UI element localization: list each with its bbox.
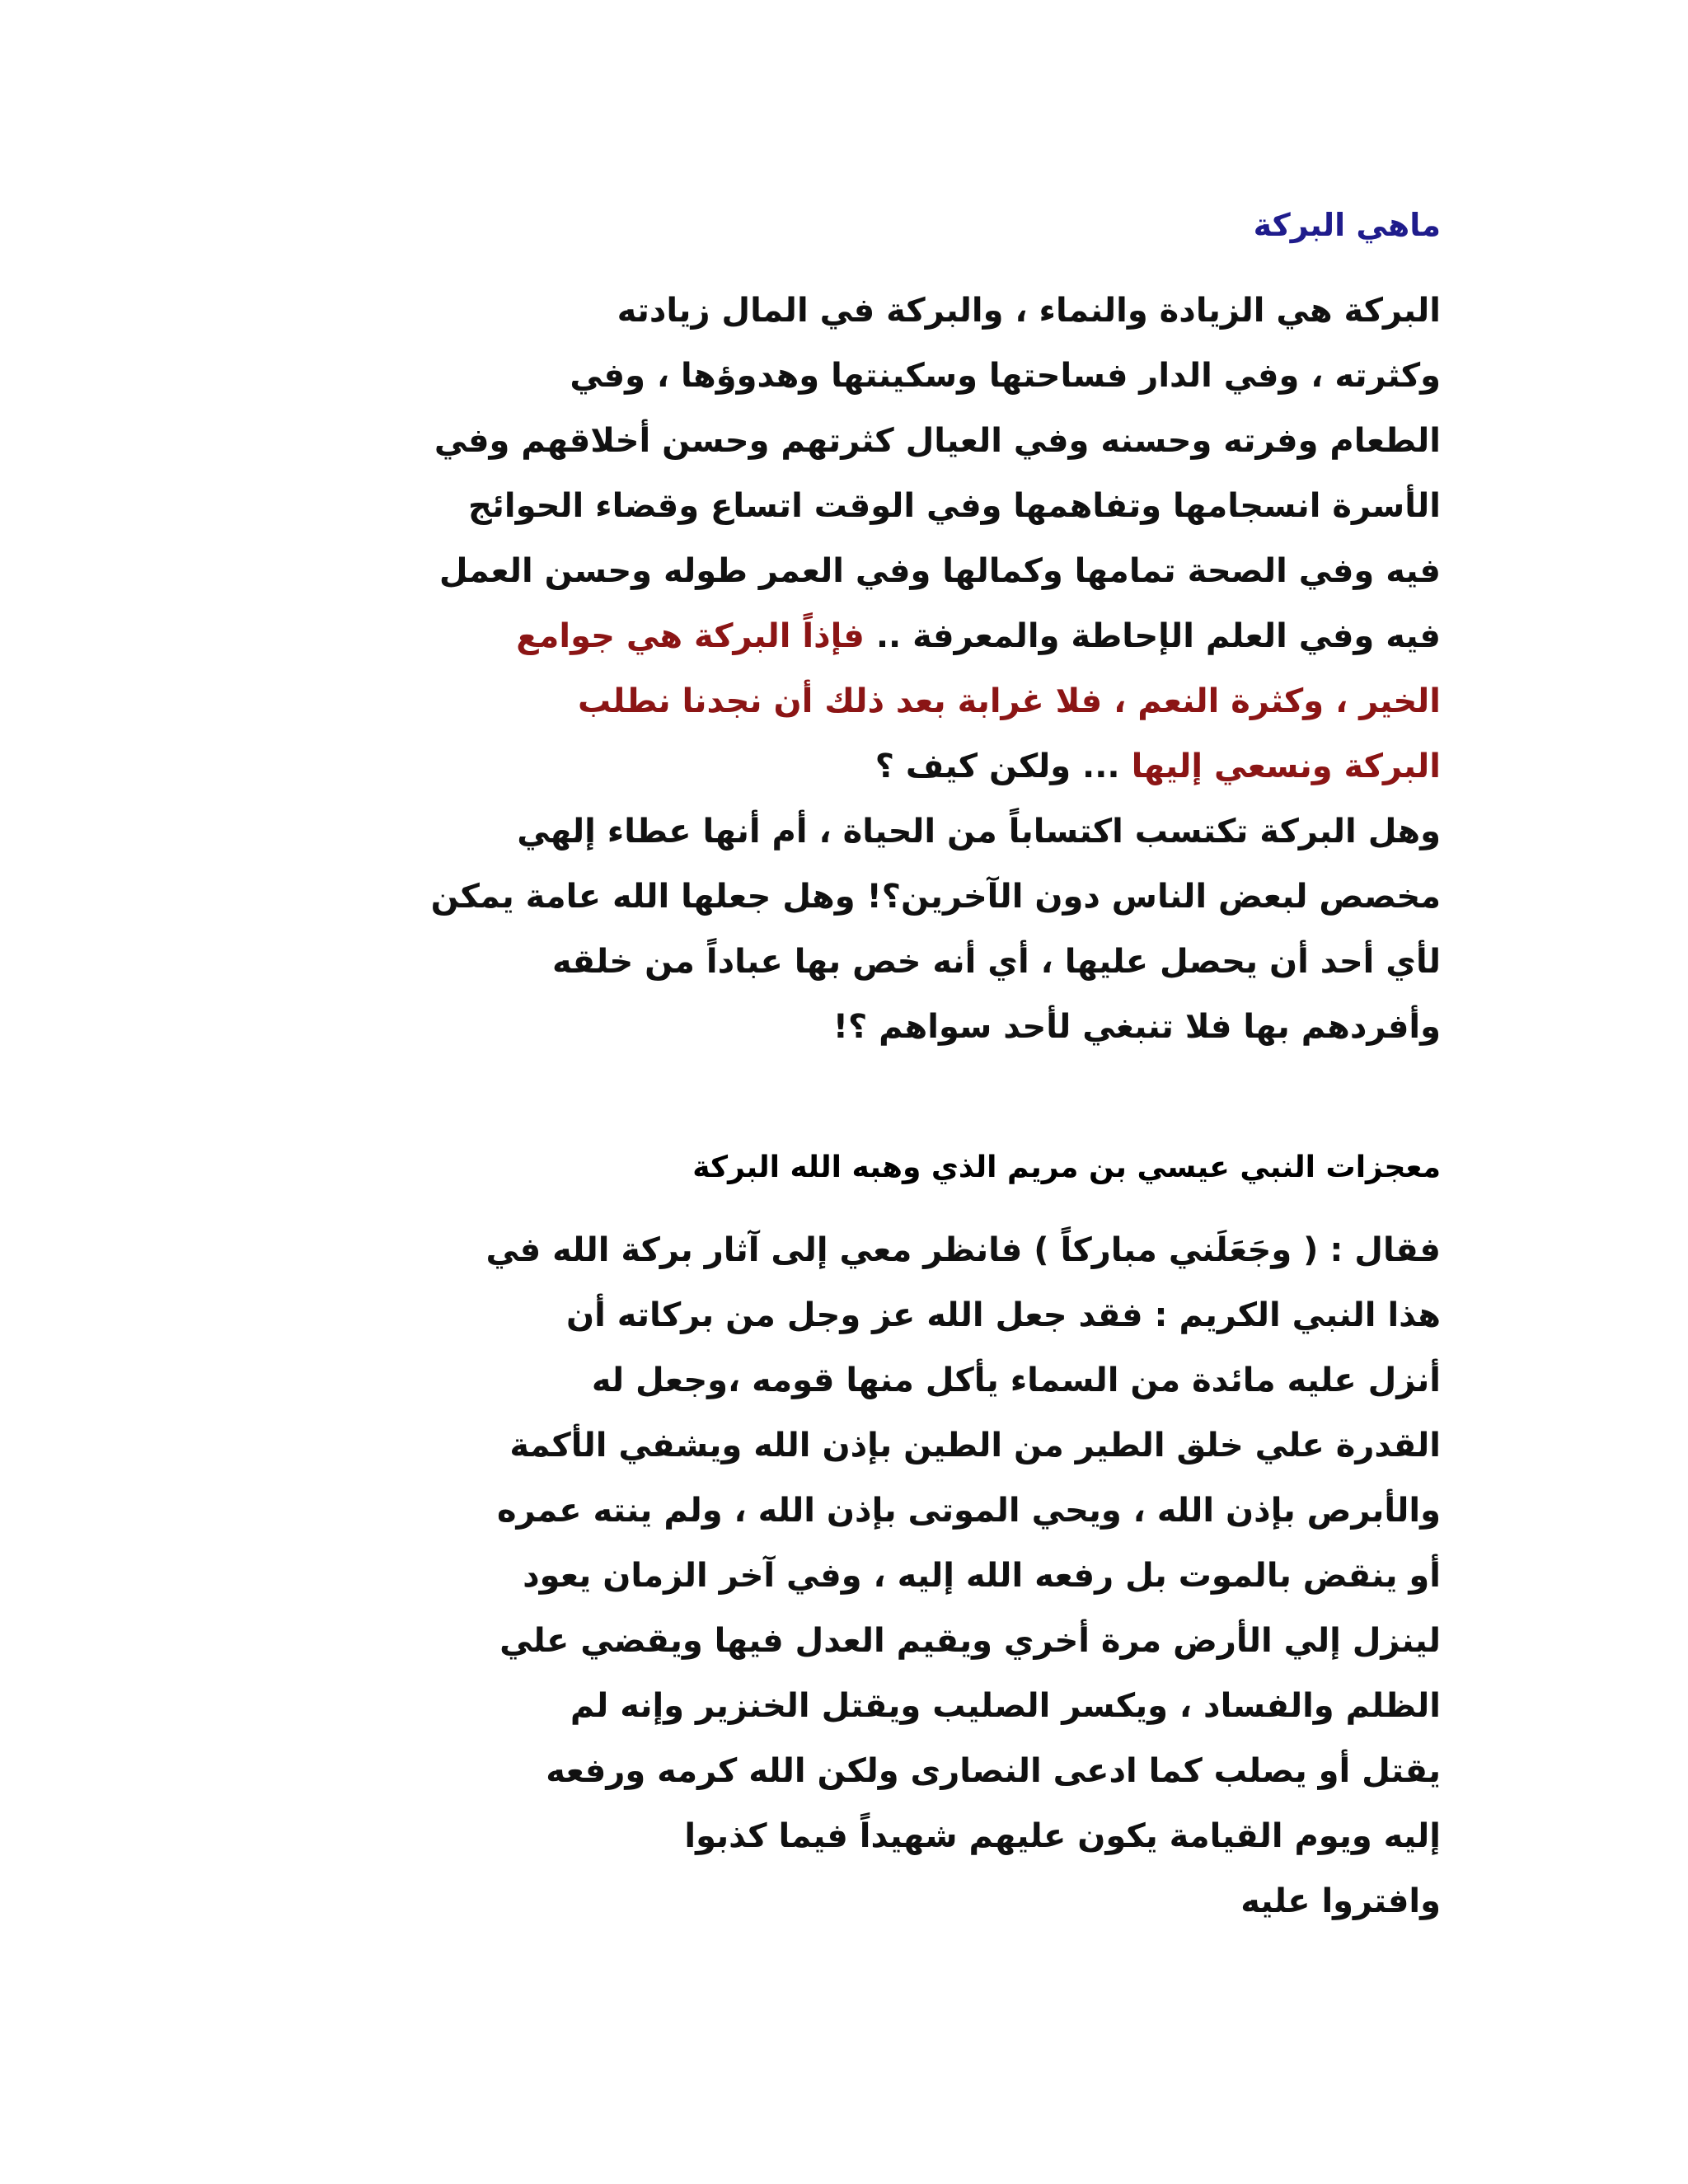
section-1-heading: ماهي البركة <box>1253 207 1441 243</box>
paragraph-line: هذا النبي الكريم : فقد جعل الله عز وجل من بركاته أن <box>565 1296 1441 1334</box>
paragraph-line: القدرة علي خلق الطير من الطين بإذن الله ويشفي الأكمة <box>509 1427 1441 1465</box>
paragraph-line: فيه وفي الصحة تمامها وكمالها وفي العمر طوله وحسن العمل <box>438 552 1441 590</box>
paragraph-line: الظلم والفساد ، ويكسر الصليب ويقتل الخنزير وإنه لم <box>570 1687 1441 1725</box>
paragraph-line: أنزل عليه مائدة من السماء يأكل منها قومه ،وجعل له <box>591 1361 1441 1399</box>
question-line: لأي أحد أن يحصل عليها ، أي أنه خص بها عباداً من خلقه <box>552 943 1441 981</box>
paragraph-line: الطعام وفرته وحسنه وفي العيال كثرتهم وحسن أخلاقهم وفي <box>434 422 1441 460</box>
paragraph-line: البركة هي الزيادة والنماء ، والبركة في المال زيادته <box>617 292 1441 330</box>
highlight-line: الخير ، وكثرة النعم ، فلا غرابة بعد ذلك أن نجدنا نطلب <box>577 682 1441 720</box>
paragraph-text: ... ولكن كيف ؟ <box>874 748 1120 785</box>
paragraph-line: وكثرته ، وفي الدار فساحتها وسكينتها وهدوؤها ، وفي <box>570 357 1441 395</box>
paragraph-line-mixed <box>247 604 1441 669</box>
question-line: وهل البركة تكتسب اكتساباً من الحياة ، أم أنها عطاء إلهي <box>517 813 1441 851</box>
paragraph-line: فقال : ( وجَعَلَني مباركاً ) فانظر معي إلى آثار بركة الله في <box>485 1231 1441 1269</box>
paragraph-line: إليه ويوم القيامة يكون عليهم شهيداً فيما كذبوا <box>684 1817 1441 1855</box>
question-line: مخصص لبعض الناس دون الآخرين؟! وهل جعلها الله عامة يمكن <box>430 878 1441 916</box>
highlight-text: البركة ونسعي إليها <box>1131 748 1441 785</box>
paragraph-line: يقتل أو يصلب كما ادعى النصارى ولكن الله كرمه ورفعه <box>546 1752 1441 1790</box>
paragraph-text: فيه وفي العلم الإحاطة والمعرفة .. <box>875 617 1441 655</box>
section-2-paragraph <box>247 1218 1441 1934</box>
paragraph-line: وافتروا عليه <box>1240 1882 1441 1920</box>
paragraph-line-mixed <box>247 734 1441 799</box>
highlight-text: فإذاً البركة هي جوامع <box>516 617 865 655</box>
paragraph-line: لينزل إلي الأرض مرة أخري ويقيم العدل فيها ويقضي علي <box>499 1622 1441 1660</box>
paragraph-line: والأبرص بإذن الله ، ويحي الموتى بإذن الله ، ولم ينته عمره <box>496 1492 1441 1530</box>
section-2-heading: معجزات النبي عيسي بن مريم الذي وهبه الله البركة <box>692 1151 1441 1184</box>
paragraph-line: أو ينقض بالموت بل رفعه الله إليه ، وفي آخر الزمان يعود <box>523 1557 1441 1595</box>
question-line: وأفردهم بها فلا تنبغي لأحد سواهم ؟! <box>832 1008 1441 1046</box>
paragraph-line: الأسرة انسجامها وتفاهمها وفي الوقت اتساع وقضاء الحوائج <box>468 487 1441 525</box>
section-1-paragraph <box>247 279 1441 1060</box>
